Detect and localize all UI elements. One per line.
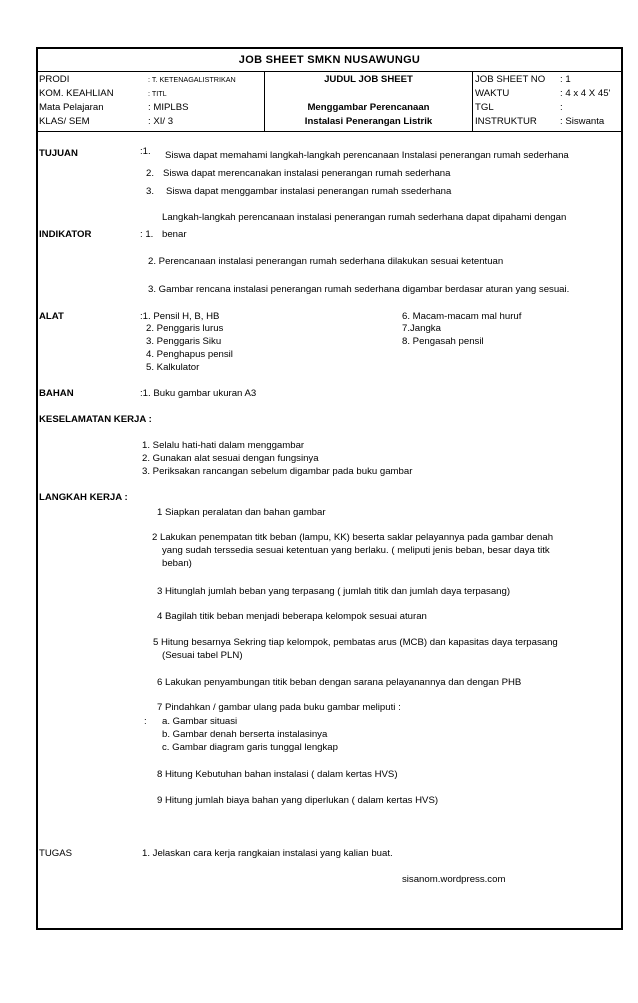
indikator-label: INDIKATOR bbox=[39, 229, 92, 240]
bahan-value: :1. Buku gambar ukuran A3 bbox=[140, 388, 257, 399]
indikator-item-1-line-2: benar bbox=[162, 229, 187, 240]
langkah-step-8: 8 Hitung Kebutuhan bahan instalasi ( dalam kertas HVS) bbox=[157, 769, 398, 780]
langkah-step-7-colon: : bbox=[144, 716, 147, 727]
header-bottom-rule bbox=[36, 131, 623, 132]
langkah-step-1: 1 Siapkan peralatan dan bahan gambar bbox=[157, 507, 326, 518]
tujuan-item-2: Siswa dapat merencanakan instalasi penerangan rumah sederhana bbox=[163, 168, 451, 179]
langkah-step-2-line-1: 2 Lakukan penempatan titk beban (lampu, KK) beserta saklar pelayannya pada gambar denah bbox=[152, 532, 554, 543]
tujuan-item-3: Siswa dapat menggambar instalasi penerangan rumah ssederhana bbox=[166, 186, 452, 197]
prodi-value: : T. KETENAGALISTRIKAN bbox=[148, 75, 236, 84]
judul-label: JUDUL JOB SHEET bbox=[324, 74, 413, 85]
alat-label: ALAT bbox=[39, 311, 64, 322]
indikator-item-1-line-1: Langkah-langkah perencanaan instalasi penerangan rumah sederhana dapat dipahami dengan bbox=[162, 212, 567, 223]
kom-keahlian-label: KOM. KEAHLIAN bbox=[39, 88, 114, 99]
mata-pelajaran-label: Mata Pelajaran bbox=[39, 102, 104, 113]
keselamatan-item-2: 2. Gunakan alat sesuai dengan fungsinya bbox=[142, 453, 319, 464]
tugas-label: TUGAS bbox=[39, 848, 73, 859]
waktu-value: : 4 x 4 X 45' bbox=[560, 88, 611, 99]
langkah-step-6: 6 Lakukan penyambungan titik beban dengan sarana pelayanannya dan dengan PHB bbox=[157, 677, 522, 688]
prodi-label: PRODI bbox=[39, 74, 70, 85]
alat-item-3: 3. Penggaris Siku bbox=[146, 336, 222, 347]
langkah-step-7c: c. Gambar diagram garis tunggal lengkap bbox=[162, 742, 338, 753]
alat-item-5: 5. Kalkulator bbox=[146, 362, 200, 373]
langkah-step-7: 7 Pindahkan / gambar ulang pada buku gambar meliputi : bbox=[157, 702, 401, 713]
langkah-step-7b: b. Gambar denah berserta instalasinya bbox=[162, 729, 328, 740]
keselamatan-label: KESELAMATAN KERJA : bbox=[39, 414, 152, 425]
langkah-step-7a: a. Gambar situasi bbox=[162, 716, 238, 727]
alat-item-7: 7.Jangka bbox=[402, 323, 441, 334]
langkah-kerja-label: LANGKAH KERJA : bbox=[39, 492, 128, 503]
job-sheet-no-label: JOB SHEET NO bbox=[475, 74, 546, 85]
indikator-marker: : 1. bbox=[140, 229, 154, 240]
langkah-step-5-line-2: (Sesuai tabel PLN) bbox=[162, 650, 243, 661]
page-title: JOB SHEET SMKN NUSAWUNGU bbox=[238, 54, 421, 66]
indikator-item-2: 2. Perencanaan instalasi penerangan rumah sederhana dilakukan sesuai ketentuan bbox=[148, 256, 504, 267]
langkah-step-2-line-2: yang sudah terssedia sesuai ketentuan yang berlaku. ( meliputi jenis beban, besar daya titk bbox=[162, 545, 550, 556]
alat-item-8: 8. Pengasah pensil bbox=[402, 336, 484, 347]
indikator-item-3: 3. Gambar rencana instalasi penerangan rumah sederhana digambar berdasar aturan yang sesuai. bbox=[148, 284, 570, 295]
instruktur-label: INSTRUKTUR bbox=[475, 116, 537, 127]
mata-pelajaran-value: : MIPLBS bbox=[148, 102, 189, 113]
waktu-label: WAKTU bbox=[475, 88, 510, 99]
alat-item-4: 4. Penghapus pensil bbox=[146, 349, 233, 360]
tujuan-marker: :1. bbox=[140, 146, 151, 157]
tujuan-label: TUJUAN bbox=[39, 148, 78, 159]
judul-line-1: Menggambar Perencanaan bbox=[307, 102, 430, 113]
langkah-step-2-line-3: beban) bbox=[162, 558, 192, 569]
langkah-step-9: 9 Hitung jumlah biaya bahan yang diperlukan ( dalam kertas HVS) bbox=[157, 795, 439, 806]
header-divider-2 bbox=[472, 71, 473, 131]
tgl-label: TGL bbox=[475, 102, 494, 113]
keselamatan-item-1: 1. Selalu hati-hati dalam menggambar bbox=[142, 440, 305, 451]
klas-sem-value: : XI/ 3 bbox=[148, 116, 174, 127]
keselamatan-item-3: 3. Periksakan rancangan sebelum digambar pada buku gambar bbox=[142, 466, 413, 477]
langkah-step-3: 3 Hitunglah jumlah beban yang terpasang ( jumlah titik dan jumlah daya terpasang) bbox=[157, 586, 511, 597]
job-sheet-no-value: : 1 bbox=[560, 74, 571, 85]
bahan-label: BAHAN bbox=[39, 388, 74, 399]
langkah-step-4: 4 Bagilah titik beban menjadi beberapa kelompok sesuai aturan bbox=[157, 611, 427, 622]
header-top-rule bbox=[36, 71, 623, 72]
footer-website: sisanom.wordpress.com bbox=[402, 874, 506, 885]
klas-sem-label: KLAS/ SEM bbox=[39, 116, 90, 127]
judul-line-2: Instalasi Penerangan Listrik bbox=[304, 116, 433, 127]
alat-item-1: :1. Pensil H, B, HB bbox=[140, 311, 220, 322]
tujuan-item-1: Siswa dapat memahami langkah-langkah perencanaan Instalasi penerangan rumah sederhana bbox=[165, 150, 569, 161]
langkah-step-5-line-1: 5 Hitung besarnya Sekring tiap kelompok, pembatas arus (MCB) dan kapasitas daya terpasang bbox=[153, 637, 558, 648]
alat-item-6: 6. Macam-macam mal huruf bbox=[402, 311, 522, 322]
tugas-value: 1. Jelaskan cara kerja rangkaian instalasi yang kalian buat. bbox=[142, 848, 393, 859]
kom-keahlian-value: : TITL bbox=[148, 89, 167, 98]
alat-item-2: 2. Penggaris lurus bbox=[146, 323, 224, 334]
tujuan-num-2: 2. bbox=[146, 168, 155, 179]
tujuan-num-3: 3. bbox=[146, 186, 155, 197]
tgl-value: : bbox=[560, 102, 563, 113]
instruktur-value: : Siswanta bbox=[560, 116, 605, 127]
